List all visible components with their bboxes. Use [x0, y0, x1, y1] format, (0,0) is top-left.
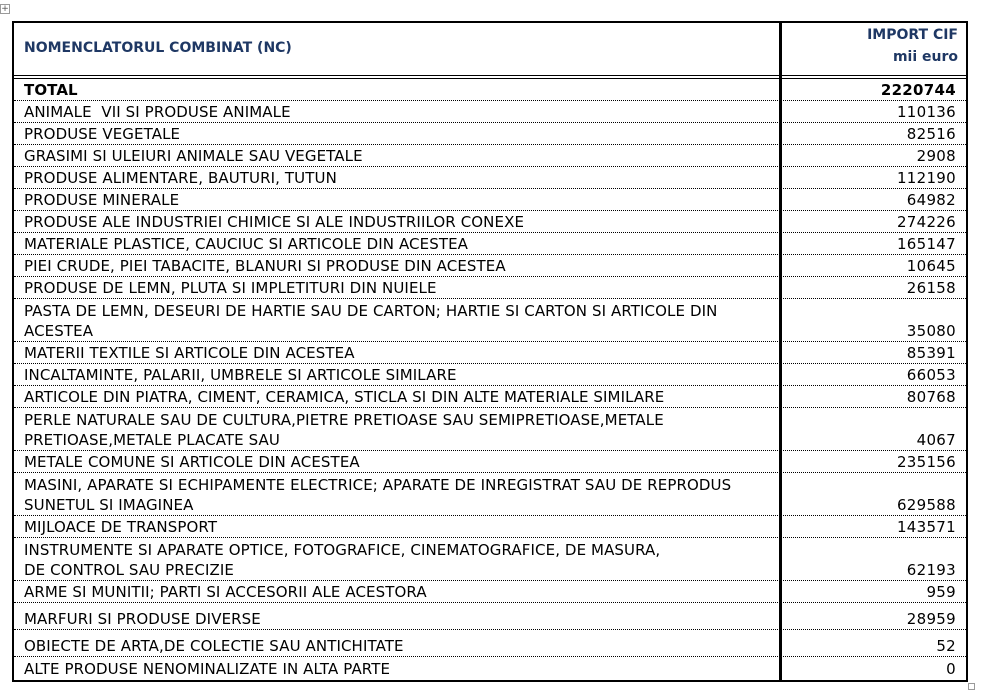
- row-category-line: ARME SI MUNITII; PARTI SI ACCESORII ALE ACESTORA: [24, 583, 427, 601]
- row-category-line: MATERIALE PLASTICE, CAUCIUC SI ARTICOLE DIN ACESTEA: [24, 235, 469, 253]
- table-row: [14, 408, 966, 451]
- row-import-value: 10645: [906, 257, 956, 275]
- row-category-name: [14, 168, 777, 188]
- table-row: [14, 657, 966, 679]
- row-import-value: 80768: [906, 388, 956, 406]
- row-category-name: [14, 212, 777, 232]
- header-import-cif: IMPORT CIF: [867, 27, 958, 43]
- table-row: [14, 101, 966, 123]
- table-row: [14, 79, 966, 101]
- row-import-value: 35080: [906, 322, 956, 340]
- table-resize-handle-icon[interactable]: [968, 683, 975, 690]
- table-row: [14, 364, 966, 386]
- header-unit: mii euro: [892, 49, 958, 65]
- row-import-value: 235156: [896, 453, 956, 471]
- row-category-name: [14, 102, 777, 122]
- row-category-name: [14, 659, 777, 679]
- table-row: [14, 189, 966, 211]
- row-import-value: 959: [926, 583, 956, 601]
- row-category-line: PRODUSE ALE INDUSTRIEI CHIMICE SI ALE INDUSTRIILOR CONEXE: [24, 213, 525, 231]
- row-category-line: TOTAL: [24, 81, 78, 99]
- row-category-name: [14, 190, 777, 210]
- table-row: [14, 211, 966, 233]
- row-category-line: INCALTAMINTE, PALARII, UMBRELE SI ARTICOLE SIMILARE: [24, 366, 457, 384]
- row-import-value: 66053: [906, 366, 956, 384]
- row-import-value: 112190: [896, 169, 956, 187]
- table-body: [14, 79, 966, 679]
- row-category-line: ALTE PRODUSE NENOMINALIZATE IN ALTA PARTE: [24, 660, 391, 678]
- table-row: [14, 516, 966, 538]
- row-category-line: PRODUSE DE LEMN, PLUTA SI IMPLETITURI DIN NUIELE: [24, 279, 437, 297]
- row-import-value: 26158: [906, 279, 956, 297]
- table-row: [14, 630, 966, 657]
- row-category-line: GRASIMI SI ULEIURI ANIMALE SAU VEGETALE: [24, 147, 363, 165]
- row-category-line: PRODUSE ALIMENTARE, BAUTURI, TUTUN: [24, 169, 337, 187]
- row-import-value: 85391: [906, 344, 956, 362]
- row-category-line: PERLE NATURALE SAU DE CULTURA,PIETRE PRETIOASE SAU SEMIPRETIOASE,METALE: [24, 411, 664, 429]
- row-category-name: [14, 278, 777, 298]
- row-category-line: OBIECTE DE ARTA,DE COLECTIE SAU ANTICHITATE: [24, 637, 404, 655]
- table-row: [14, 277, 966, 299]
- table-row: [14, 603, 966, 630]
- import-table: [12, 21, 968, 682]
- row-category-line: SUNETUL SI IMAGINEA: [24, 496, 194, 514]
- row-category-name: [14, 636, 777, 656]
- row-import-value: 62193: [906, 561, 956, 579]
- row-category-name: [14, 540, 777, 580]
- row-category-line: ANIMALE VII SI PRODUSE ANIMALE: [24, 103, 291, 121]
- row-import-value: 64982: [906, 191, 956, 209]
- row-category-line: MIJLOACE DE TRANSPORT: [24, 518, 218, 536]
- table-row: [14, 233, 966, 255]
- table-row: [14, 342, 966, 364]
- row-category-name: [14, 475, 777, 515]
- row-category-name: [14, 387, 777, 407]
- row-category-line: PRETIOASE,METALE PLACATE SAU: [24, 431, 280, 449]
- table-row: [14, 299, 966, 342]
- row-category-name: [14, 365, 777, 385]
- row-import-value: 2908: [916, 147, 956, 165]
- row-category-line: INSTRUMENTE SI APARATE OPTICE, FOTOGRAFICE, CINEMATOGRAFICE, DE MASURA,: [24, 541, 661, 559]
- table-row: [14, 386, 966, 408]
- row-category-name: [14, 343, 777, 363]
- row-import-value: 110136: [896, 103, 956, 121]
- row-category-name: [14, 234, 777, 254]
- row-import-value: 4067: [916, 431, 956, 449]
- row-import-value: 274226: [896, 213, 956, 231]
- table-row: [14, 167, 966, 189]
- row-category-line: ACESTEA: [24, 322, 94, 340]
- row-import-value: 82516: [906, 125, 956, 143]
- row-category-name: [14, 80, 777, 100]
- table-row: [14, 255, 966, 277]
- row-import-value: 143571: [896, 518, 956, 536]
- row-category-name: [14, 609, 777, 629]
- row-category-line: PIEI CRUDE, PIEI TABACITE, BLANURI SI PRODUSE DIN ACESTEA: [24, 257, 506, 275]
- row-category-line: ARTICOLE DIN PIATRA, CIMENT, CERAMICA, STICLA SI DIN ALTE MATERIALE SIMILARE: [24, 388, 665, 406]
- row-category-name: [14, 301, 777, 341]
- table-row: [14, 123, 966, 145]
- row-category-line: MASINI, APARATE SI ECHIPAMENTE ELECTRICE; APARATE DE INREGISTRAT SAU DE REPRODUS: [24, 476, 732, 494]
- row-import-value: 165147: [896, 235, 956, 253]
- table-row: [14, 538, 966, 581]
- table-row: [14, 473, 966, 516]
- row-category-line: METALE COMUNE SI ARTICOLE DIN ACESTEA: [24, 453, 360, 471]
- table-row: [14, 451, 966, 473]
- row-import-value: 2220744: [880, 81, 956, 99]
- table-row: [14, 581, 966, 603]
- row-import-value: 28959: [906, 610, 956, 628]
- row-category-line: PASTA DE LEMN, DESEURI DE HARTIE SAU DE CARTON; HARTIE SI CARTON SI ARTICOLE DIN: [24, 302, 718, 320]
- row-category-name: [14, 582, 777, 602]
- row-category-line: PRODUSE VEGETALE: [24, 125, 181, 143]
- row-import-value: 629588: [896, 496, 956, 514]
- table-move-handle-icon[interactable]: +: [1, 4, 9, 14]
- row-category-line: DE CONTROL SAU PRECIZIE: [24, 561, 234, 579]
- header-nomenclature: NOMENCLATORUL COMBINAT (NC): [24, 40, 292, 56]
- row-category-name: [14, 410, 777, 450]
- row-category-name: [14, 146, 777, 166]
- row-import-value: 52: [936, 637, 956, 655]
- row-category-line: PRODUSE MINERALE: [24, 191, 180, 209]
- row-category-name: [14, 452, 777, 472]
- row-import-value: 0: [946, 660, 956, 678]
- row-category-line: MATERII TEXTILE SI ARTICOLE DIN ACESTEA: [24, 344, 355, 362]
- row-category-name: [14, 517, 777, 537]
- table-row: [14, 145, 966, 167]
- row-category-line: MARFURI SI PRODUSE DIVERSE: [24, 610, 261, 628]
- row-category-name: [14, 124, 777, 144]
- row-category-name: [14, 256, 777, 276]
